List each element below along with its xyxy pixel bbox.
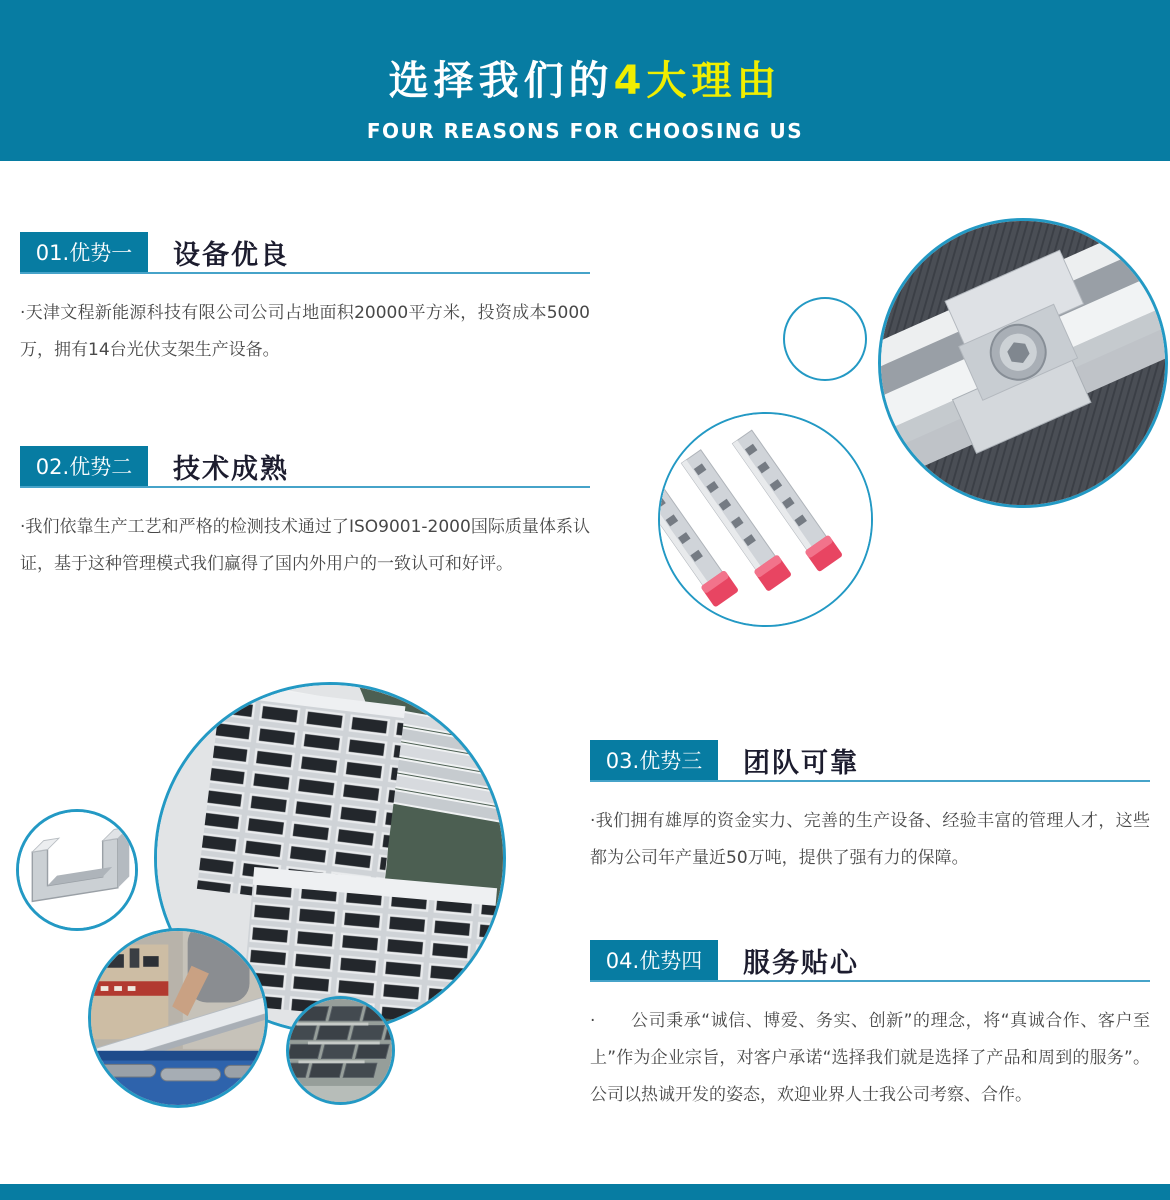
- bottom-bar: [0, 1184, 1170, 1200]
- feature-header-2: [20, 446, 590, 488]
- feature-section-2: [20, 446, 590, 583]
- banner: [0, 0, 1170, 161]
- feature-section-4: [590, 940, 1150, 1114]
- feature-header-4: [590, 940, 1150, 982]
- banner-title: [0, 57, 1170, 105]
- banner-title-highlight: 4大理由: [613, 58, 782, 104]
- feature-badge-4: 04.优势四: [590, 940, 718, 980]
- brackets-image: [660, 414, 871, 625]
- feature-badge-2: 02.优势二: [20, 446, 148, 486]
- feature-body-4: · 公司秉承“诚信、博爱、务实、创新”的理念，将“真诚合作、客户至上”作为企业宗旨，对客户承诺“选择我们就是选择了产品和周到的服务”。公司以热诚开发的姿态，欢迎业界人士我公司考察、合作。: [590, 1011, 1150, 1105]
- dark-steel-image: [289, 999, 392, 1102]
- banner-title-white: 选择我们的: [388, 58, 614, 104]
- empty-circle-decoration: [783, 297, 867, 381]
- feature-badge-3: 03.优势三: [590, 740, 718, 780]
- feature-title-3: 团队可靠: [743, 747, 859, 779]
- photo-solar-clamp-circle: [878, 218, 1168, 508]
- feature-header-1: [20, 232, 590, 274]
- factory-machine-image: [91, 931, 265, 1105]
- feature-body-2: ·我们依靠生产工艺和严格的检测技术通过了ISO9001-2000国际质量体系认证，基于这种管理模式我们赢得了国内外用户的一致认可和好评。: [20, 517, 590, 574]
- photo-u-channel-circle: [16, 809, 138, 931]
- feature-body-1: ·天津文程新能源科技有限公司公司占地面积20000平方米，投资成本5000万，拥有14台光伏支架生产设备。: [20, 303, 590, 360]
- u-channel-image: [19, 812, 135, 928]
- feature-header-3: [590, 740, 1150, 782]
- feature-title-1: 设备优良: [173, 239, 289, 271]
- feature-section-1: [20, 232, 590, 369]
- photo-factory-machine-circle: [88, 928, 268, 1108]
- photo-dark-steel-circle: [286, 996, 395, 1105]
- solar-clamp-image: [881, 221, 1165, 505]
- photo-brackets-circle: [658, 412, 873, 627]
- feature-body-3: ·我们拥有雄厚的资金实力、完善的生产设备、经验丰富的管理人才，这些都为公司年产量近50万吨，提供了强有力的保障。: [590, 811, 1150, 868]
- feature-section-3: [590, 740, 1150, 877]
- banner-subtitle: FOUR REASONS FOR CHOOSING US: [366, 119, 804, 143]
- feature-title-4: 服务贴心: [743, 947, 859, 979]
- feature-badge-1: 01.优势一: [20, 232, 148, 272]
- feature-title-2: 技术成熟: [173, 453, 289, 485]
